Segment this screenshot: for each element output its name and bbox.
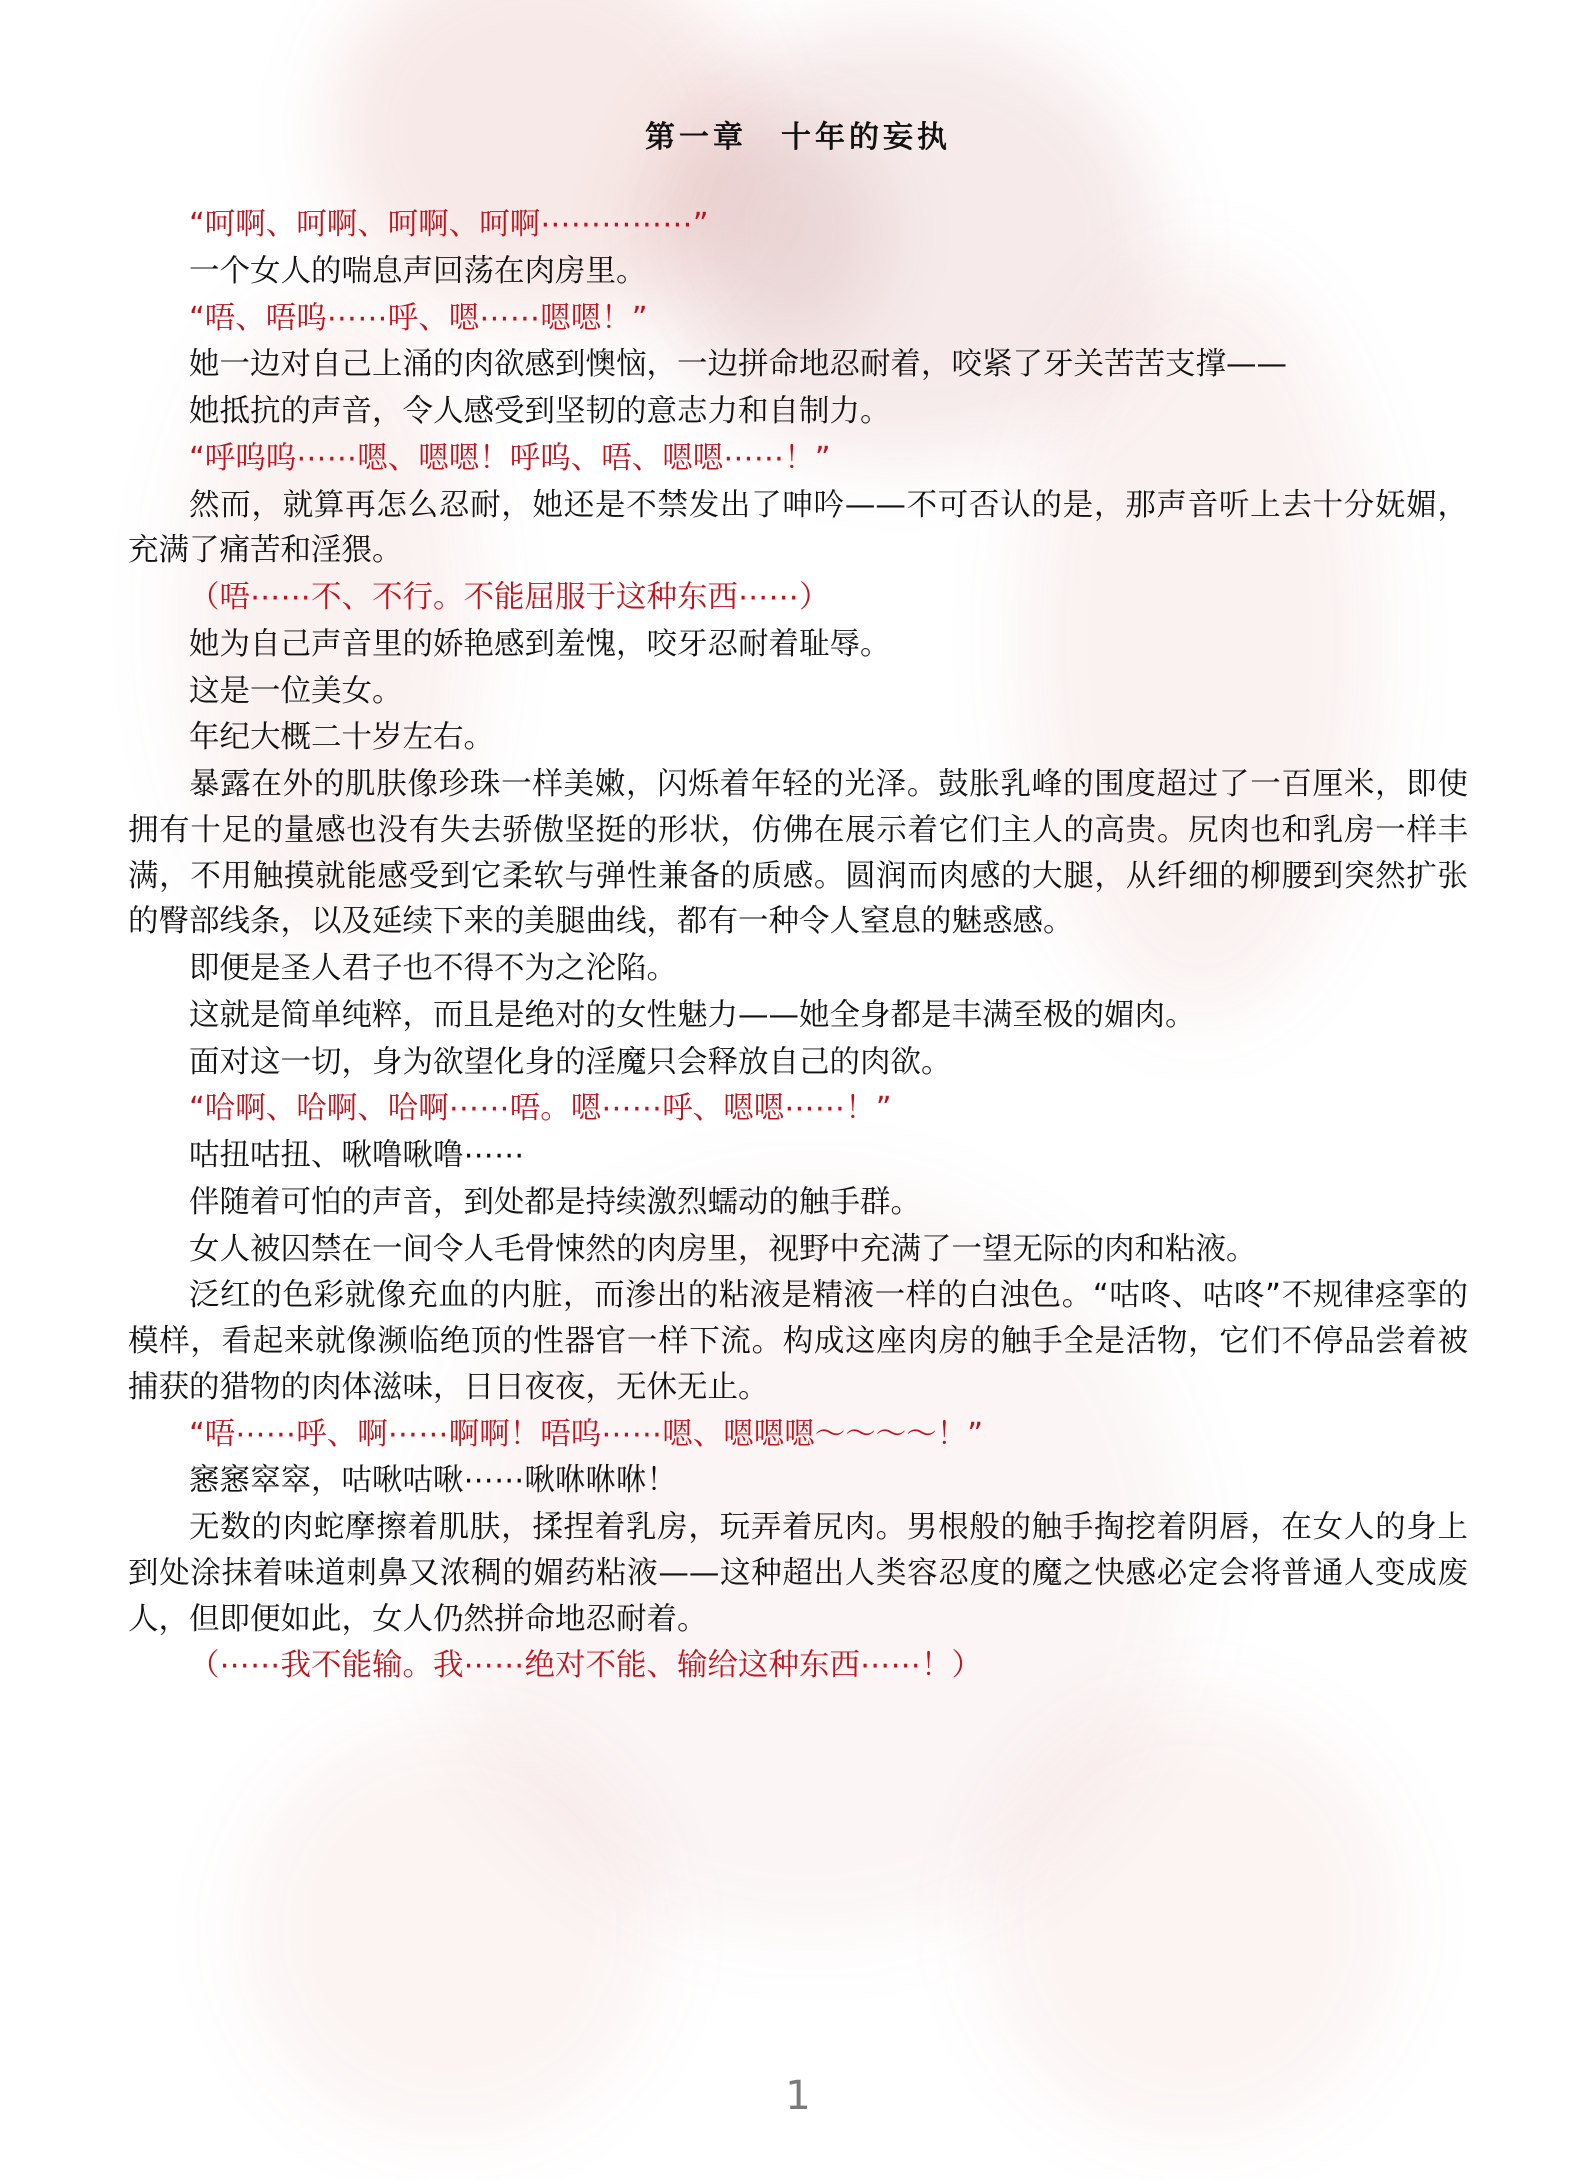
paragraph: “呼呜呜⋯⋯嗯、嗯嗯！呼呜、唔、嗯嗯⋯⋯！” (189, 440, 831, 476)
body-text (128, 166, 1468, 1689)
paragraph: （唔⋯⋯不、不行。不能屈服于这种东西⋯⋯） (189, 580, 830, 615)
paragraph: “唔、唔呜⋯⋯呼、嗯⋯⋯嗯嗯！” (189, 300, 648, 336)
paragraph: 这是一位美女。 (189, 673, 403, 709)
paragraph: “唔⋯⋯呼、啊⋯⋯啊啊！唔呜⋯⋯嗯、嗯嗯嗯〜〜〜〜！” (189, 1416, 984, 1452)
paragraph: 女人被囚禁在一间令人毛骨悚然的肉房里，视野中充满了一望无际的肉和粘液。 (189, 1231, 1257, 1267)
paragraph: 咕扭咕扭、啾噜啾噜⋯⋯ (189, 1138, 525, 1173)
paragraph: 她抵抗的声音，令人感受到坚韧的意志力和自制力。 (189, 394, 891, 429)
paragraph: 即便是圣人君子也不得不为之沦陷。 (189, 951, 677, 986)
paragraph: “呵啊、呵啊、呵啊、呵啊⋯⋯⋯⋯⋯” (189, 207, 709, 242)
paragraph: 无数的肉蛇摩擦着肌肤，揉捏着乳房，玩弄着尻肉。男根般的触手掏挖着阴唇，在女人的身上到处涂抹着味道刺鼻又浓稠的媚药粘液——这种超出人类容忍度的魔之快感必定会将普通人变成废人，但即便如此，女人仍然拼命地忍耐着。 (128, 1510, 1468, 1637)
paragraph: 一个女人的喘息声回荡在肉房里。 (189, 253, 647, 289)
paragraph: 这就是简单纯粹，而且是绝对的女性魅力——她全身都是丰满至极的媚肉。 (189, 997, 1196, 1033)
paragraph: 她为自己声音里的娇艳感到羞愧，咬牙忍耐着耻辱。 (189, 626, 891, 662)
paragraph: 窸窸窣窣，咕啾咕啾⋯⋯啾咻咻咻！ (189, 1463, 677, 1499)
chapter-title: 第一章 十年的妄执 (645, 120, 951, 155)
paragraph: 然而，就算再怎么忍耐，她还是不禁发出了呻吟——不可否认的是，那声音听上去十分妩媚，充满了痛苦和淫猥。 (128, 487, 1468, 569)
paragraph: “哈啊、哈啊、哈啊⋯⋯唔。嗯⋯⋯呼、嗯嗯⋯⋯！” (189, 1091, 892, 1127)
paragraph: （⋯⋯我不能输。我⋯⋯绝对不能、输给这种东西⋯⋯！） (189, 1648, 982, 1684)
paragraph: 泛红的色彩就像充血的内脏，而渗出的粘液是精液一样的白浊色。“咕咚、咕咚”不规律痉挛的模样，看起来就像濒临绝顶的性器官一样下流。构成这座肉房的触手全是活物，它们不停品尝着被捕获的猎物的肉体滋味，日日夜夜，无休无止。 (128, 1278, 1468, 1405)
page-number: 1 (785, 2073, 811, 2119)
paragraph: 她一边对自己上涌的肉欲感到懊恼，一边拼命地忍耐着，咬紧了牙关苦苦支撑—— (189, 347, 1287, 383)
paragraph: 面对这一切，身为欲望化身的淫魔只会释放自己的肉欲。 (189, 1044, 952, 1080)
paragraph: 年纪大概二十岁左右。 (189, 720, 494, 756)
paragraph: 伴随着可怕的声音，到处都是持续激烈蠕动的触手群。 (189, 1184, 921, 1220)
paragraph: 暴露在外的肌肤像珍珠一样美嫩，闪烁着年轻的光泽。鼓胀乳峰的围度超过了一百厘米，即使拥有十足的量感也没有失去骄傲坚挺的形状，仿佛在展示着它们主人的高贵。尻肉也和乳房一样丰满，不用触摸就能感受到它柔软与弹性兼备的质感。圆润而肉感的大腿，从纤细的柳腰到突然扩张的臀部线条，以及延续下来的美腿曲线，都有一种令人窒息的魅惑感。 (128, 767, 1468, 940)
